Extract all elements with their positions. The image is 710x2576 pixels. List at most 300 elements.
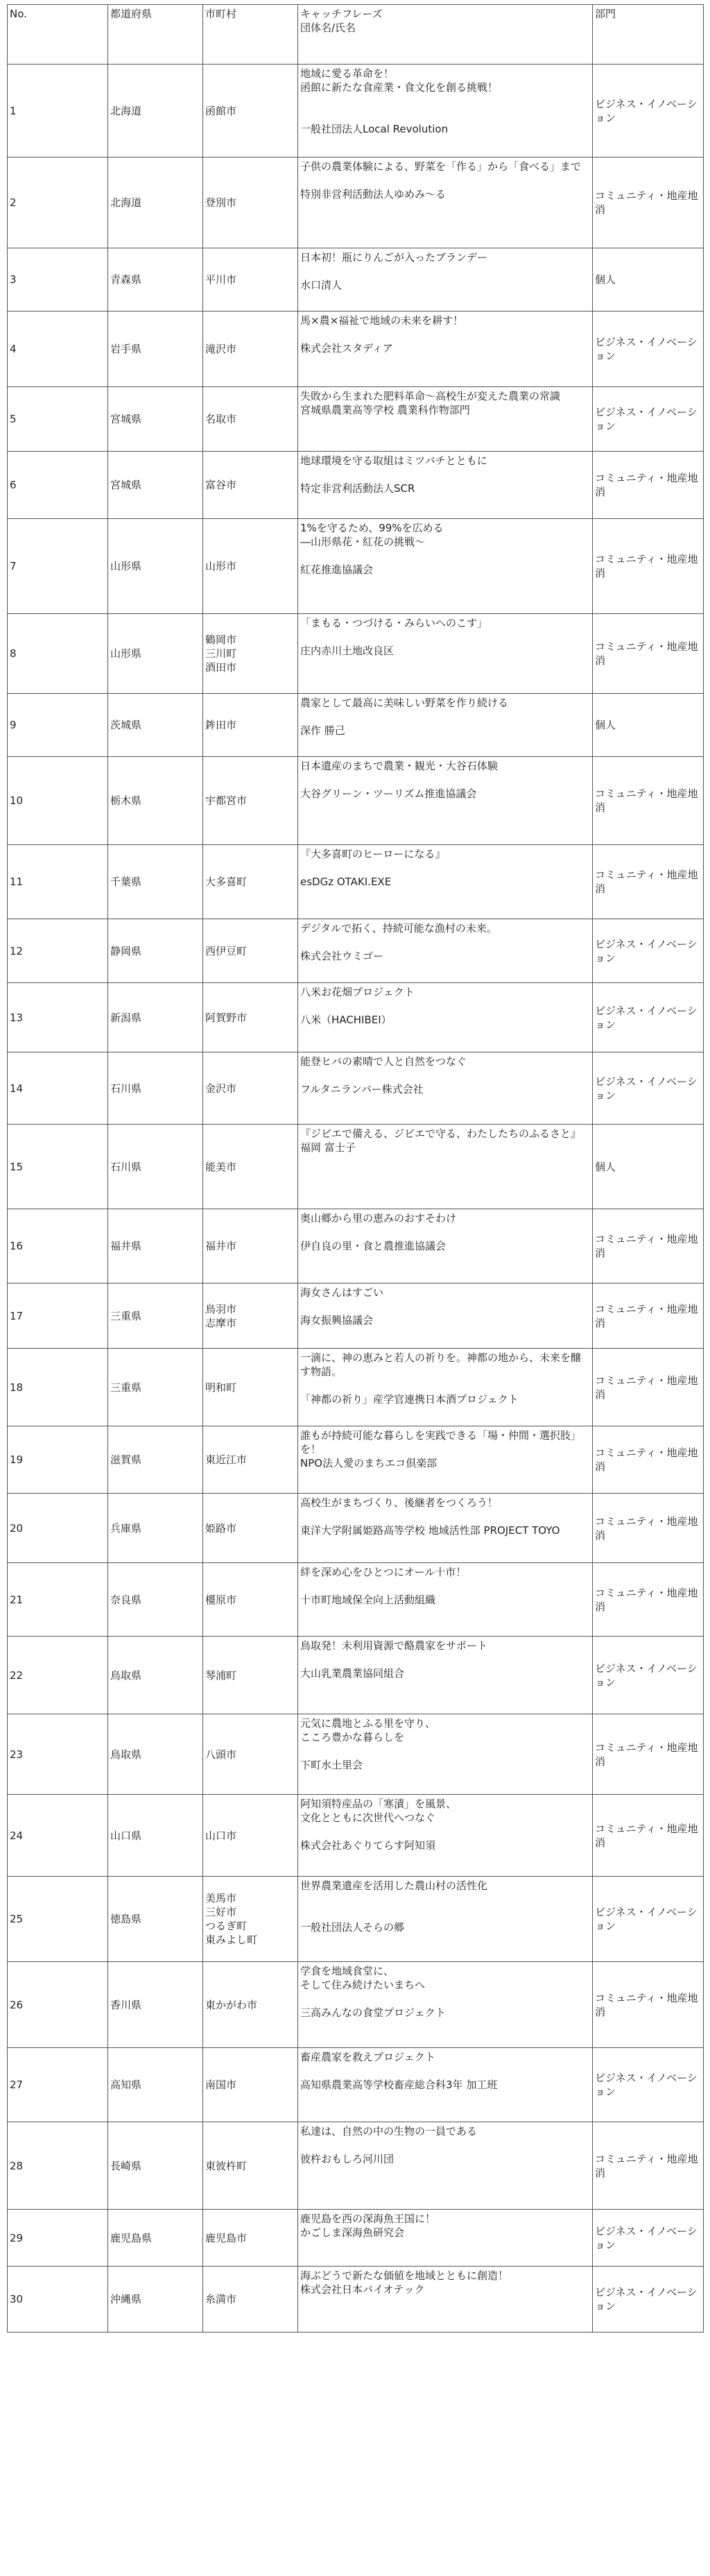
catchphrase-line: 文化とともに次世代へつなぐ [300, 1811, 436, 1824]
cell-catchphrase [298, 1349, 593, 1426]
spacer [300, 1893, 590, 1907]
table-row [8, 614, 704, 694]
spacer [300, 1299, 590, 1313]
cell-catchphrase [298, 2122, 593, 2210]
organization-name: 「神都の祈り」産学官連携日本酒プロジェクト [300, 1393, 519, 1406]
municipality-name: 酒田市 [205, 661, 237, 674]
municipality-name: 阿賀野市 [205, 1011, 248, 1024]
table-row [8, 1283, 704, 1349]
catchphrase-line: 畜産農家を救えプロジェクト [300, 2051, 435, 2063]
cell-category: ビジネス・イノベーション [593, 2048, 704, 2122]
municipality-name: 志摩市 [205, 1316, 237, 1329]
municipality-name: 美馬市 [205, 1892, 237, 1904]
spacer [300, 1225, 590, 1239]
organization-name: 株式会社あぐりてらす阿知須 [300, 1839, 436, 1852]
catchphrase-line: 『ジビエで備える、ジビエで守る、わたしたちのふるさと』 [300, 1127, 582, 1140]
organization-name: 一般社団法人Local Revolution [300, 123, 449, 135]
cell-catchphrase [298, 1052, 593, 1125]
municipality-name: 八頭市 [205, 1748, 237, 1761]
cell-category: ビジネス・イノベーション [593, 312, 704, 387]
cell-catchphrase [298, 694, 593, 757]
catchphrase-line: 一滴に、神の恵みと若人の祈りを。神都の地から、未来を醸す物語。 [300, 1351, 582, 1378]
cell-municipality [203, 1962, 298, 2048]
table-row [8, 1795, 704, 1877]
catchphrase-line: 誰もが持続可能な暮らしを実践できる「場・仲間・選択肢」を！ [300, 1429, 582, 1456]
cell-category: ビジネス・イノベーション [593, 65, 704, 157]
cell-prefecture: 三重県 [108, 1349, 203, 1426]
cell-municipality [203, 1209, 298, 1283]
cell-category: コミュニティ・地産地消 [593, 1563, 704, 1637]
cell-no: 13 [8, 983, 108, 1052]
cell-no: 9 [8, 694, 108, 757]
catchphrase-line: 1%を守るため、99%を広める [300, 522, 444, 534]
cell-no: 28 [8, 2122, 108, 2210]
catchphrase-line: 絆を深め心をひとつにオール十市！ [300, 1566, 467, 1578]
catchphrase-line: 農家として最高に美味しい野菜を作り続ける [300, 697, 509, 709]
municipality-name: つるぎ町 [205, 1920, 248, 1932]
table-row [8, 2048, 704, 2122]
catchphrase-line: 鹿児島を西の深海魚王国に！ [300, 2212, 436, 2225]
organization-name: 大谷グリーン・ツーリズム推進協議会 [300, 787, 477, 800]
spacer [300, 861, 590, 875]
catchphrase-line: 函館に新たな食産業・食文化を創る挑戦！ [300, 81, 499, 94]
municipality-name: 三川町 [205, 647, 237, 660]
catchphrase-line: 鳥取発！未利用資源で酪農家をサポート [300, 1639, 488, 1652]
cell-category: コミュニティ・地産地消 [593, 1962, 704, 2048]
cell-municipality [203, 2122, 298, 2210]
catchphrase-line: そして住み続けたいまちへ [300, 1979, 426, 1991]
organization-name: 紅花推進協議会 [300, 563, 374, 576]
organization-name: 特別非営利活動法人ゆめみ～る [300, 188, 447, 201]
catchphrase-line: 世界農業遺産を活用した農山村の活性化 [300, 1879, 488, 1892]
cell-municipality [203, 919, 298, 983]
cell-catchphrase [298, 919, 593, 983]
municipality-name: 金沢市 [205, 1082, 237, 1095]
catchphrase-line: 馬×農×福祉で地域の未来を耕す！ [300, 314, 464, 327]
cell-prefecture: 宮城県 [108, 387, 203, 452]
cell-category: コミュニティ・地産地消 [593, 1714, 704, 1795]
spacer [300, 999, 590, 1013]
municipality-name: 山形市 [205, 560, 237, 572]
municipality-name: 登別市 [205, 196, 237, 209]
cell-prefecture: 石川県 [108, 1125, 203, 1209]
cell-prefecture: 福井県 [108, 1209, 203, 1283]
spacer [300, 1744, 590, 1758]
cell-no: 4 [8, 312, 108, 387]
cell-prefecture: 滋賀県 [108, 1426, 203, 1494]
cell-no: 20 [8, 1494, 108, 1563]
cell-municipality [203, 1426, 298, 1494]
cell-prefecture: 青森県 [108, 248, 203, 312]
table-row [8, 1877, 704, 1962]
cell-no: 23 [8, 1714, 108, 1795]
cell-prefecture: 北海道 [108, 157, 203, 248]
cell-catchphrase [298, 1877, 593, 1962]
header-category: 部門 [593, 5, 704, 65]
cell-prefecture: 沖縄県 [108, 2267, 203, 2332]
cell-category: コミュニティ・地産地消 [593, 1426, 704, 1494]
cell-municipality [203, 519, 298, 614]
spacer [300, 1068, 590, 1082]
cell-catchphrase [298, 614, 593, 694]
cell-municipality [203, 2267, 298, 2332]
cell-no: 16 [8, 1209, 108, 1283]
municipality-name: 平川市 [205, 273, 237, 286]
catchphrase-line: ―山形県花・紅花の挑戦～ [300, 536, 426, 548]
cell-municipality [203, 757, 298, 845]
catchphrase-line: 元気に農地とふる里を守り、 [300, 1717, 436, 1730]
cell-municipality [203, 2048, 298, 2122]
cell-category: コミュニティ・地産地消 [593, 452, 704, 519]
cell-prefecture: 岩手県 [108, 312, 203, 387]
organization-name: 水口清人 [300, 279, 343, 291]
organization-name: NPO法人愛のまちエコ倶楽部 [300, 1457, 438, 1469]
cell-category: ビジネス・イノベーション [593, 2267, 704, 2332]
table-row [8, 65, 704, 157]
municipality-name: 能美市 [205, 1160, 237, 1173]
cell-no: 2 [8, 157, 108, 248]
municipality-name: 函館市 [205, 104, 237, 117]
cell-prefecture: 兵庫県 [108, 1494, 203, 1563]
cell-no: 25 [8, 1877, 108, 1962]
municipality-name: 糸満市 [205, 2293, 237, 2305]
spacer [300, 1992, 590, 2006]
cell-municipality [203, 1052, 298, 1125]
cell-category: コミュニティ・地産地消 [593, 519, 704, 614]
cell-category: コミュニティ・地産地消 [593, 2122, 704, 2210]
cell-municipality [203, 1563, 298, 1637]
municipality-name: 明和町 [205, 1381, 237, 1394]
spacer [300, 1825, 590, 1839]
spacer [300, 773, 590, 787]
table-row [8, 1563, 704, 1637]
cell-catchphrase [298, 519, 593, 614]
municipality-name: 鹿児島市 [205, 2231, 248, 2244]
cell-category: ビジネス・イノベーション [593, 1052, 704, 1125]
cell-catchphrase [298, 1494, 593, 1563]
spacer [300, 1379, 590, 1392]
cell-category: ビジネス・イノベーション [593, 387, 704, 452]
cell-municipality [203, 1125, 298, 1209]
catchphrase-line: 八米お花畑プロジェクト [300, 986, 415, 998]
cell-no: 14 [8, 1052, 108, 1125]
catchphrase-line: 海女さんはすごい [300, 1286, 384, 1299]
catchphrase-line: 海ぶどうで新たな価値を地域とともに創造！ [300, 2269, 509, 2282]
municipality-name: 南国市 [205, 2079, 237, 2091]
organization-name: 庄内赤川土地改良区 [300, 645, 395, 657]
spacer [300, 173, 590, 187]
cell-catchphrase [298, 1209, 593, 1283]
table-row [8, 452, 704, 519]
organization-name: 伊自良の里・食と農推進協議会 [300, 1240, 447, 1252]
cell-municipality [203, 845, 298, 919]
table-row [8, 1494, 704, 1563]
cell-no: 12 [8, 919, 108, 983]
municipality-name: 名取市 [205, 413, 237, 425]
spacer [300, 108, 590, 122]
cell-catchphrase [298, 2267, 593, 2332]
cell-municipality [203, 1494, 298, 1563]
cell-category: ビジネス・イノベーション [593, 2210, 704, 2267]
table-row [8, 1637, 704, 1714]
cell-catchphrase [298, 157, 593, 248]
header-catchphrase-label: キャッチフレーズ [300, 8, 383, 20]
header-prefecture: 都道府県 [108, 5, 203, 65]
catchphrase-line: 私達は、自然の中の生物の一員である [300, 2125, 478, 2138]
cell-no: 24 [8, 1795, 108, 1877]
catchphrase-line: 地球環境を守る取組はミツバチとともに [300, 454, 487, 467]
spacer [300, 710, 590, 724]
organization-name: 株式会社日本バイオテック [300, 2283, 425, 2296]
table-row [8, 2122, 704, 2210]
cell-catchphrase [298, 65, 593, 157]
catchphrase-line: 阿知須特産品の「寒漬」を風景、 [300, 1798, 457, 1810]
cell-no: 18 [8, 1349, 108, 1426]
cell-prefecture: 高知県 [108, 2048, 203, 2122]
entries-table [7, 4, 704, 2332]
cell-catchphrase [298, 248, 593, 312]
organization-name: 彼杵おもしろ河川団 [300, 2153, 395, 2165]
organization-name: 株式会社ウミゴー [300, 950, 384, 962]
spacer [300, 2138, 590, 2152]
cell-no: 30 [8, 2267, 108, 2332]
table-row [8, 1052, 704, 1125]
catchphrase-line: 「まもる・つづける・みらいへのこす」 [300, 617, 488, 629]
spacer [300, 630, 590, 644]
catchphrase-line: 地域に愛る革命を！ [300, 67, 395, 80]
cell-no: 7 [8, 519, 108, 614]
cell-municipality [203, 983, 298, 1052]
catchphrase-line: デジタルで拓く、持続可能な漁村の未来。 [300, 922, 497, 935]
organization-name: かごしま深海魚研究会 [300, 2226, 405, 2239]
cell-category: コミュニティ・地産地消 [593, 1283, 704, 1349]
table-row [8, 1209, 704, 1283]
cell-no: 22 [8, 1637, 108, 1714]
municipality-name: 三好市 [205, 1906, 237, 1918]
cell-no: 11 [8, 845, 108, 919]
catchphrase-line: 高校生がまちづくり、後継者をつくろう！ [300, 1496, 498, 1509]
municipality-name: 橿原市 [205, 1593, 237, 1606]
cell-prefecture: 北海道 [108, 65, 203, 157]
municipality-name: 鉾田市 [205, 719, 237, 731]
header-catchphrase [298, 5, 593, 65]
catchphrase-line: 『大多喜町のヒーローになる』 [300, 848, 446, 860]
cell-municipality [203, 248, 298, 312]
municipality-name: 東みよし町 [205, 1934, 258, 1946]
cell-prefecture: 新潟県 [108, 983, 203, 1052]
table-row [8, 694, 704, 757]
cell-municipality [203, 157, 298, 248]
municipality-name: 東近江市 [205, 1453, 248, 1466]
cell-no: 1 [8, 65, 108, 157]
cell-catchphrase [298, 387, 593, 452]
cell-prefecture: 宮城県 [108, 452, 203, 519]
spacer [300, 468, 590, 481]
municipality-name: 福井市 [205, 1240, 237, 1252]
table-row [8, 845, 704, 919]
cell-municipality [203, 1795, 298, 1877]
municipality-name: 大多喜町 [205, 876, 248, 888]
organization-name: 大山乳業農業協同組合 [300, 1667, 405, 1680]
cell-no: 17 [8, 1283, 108, 1349]
table-row [8, 387, 704, 452]
municipality-name: 姫路市 [205, 1521, 237, 1535]
cell-catchphrase [298, 2048, 593, 2122]
municipality-name: 東かがわ市 [205, 1998, 258, 2011]
organization-name: 宮城県農業高等学校 農業科作物部門 [300, 404, 470, 416]
cell-catchphrase [298, 1563, 593, 1637]
spacer [300, 94, 590, 108]
organization-name: 三高みんなの食堂プロジェクト [300, 2006, 446, 2019]
cell-category: 個人 [593, 694, 704, 757]
catchphrase-line: 日本遺産のまちで農業・観光・大谷石体験 [300, 760, 498, 772]
table-row [8, 157, 704, 248]
municipality-name: 東彼杵町 [205, 2159, 248, 2172]
cell-prefecture: 鹿児島県 [108, 2210, 203, 2267]
cell-category: コミュニティ・地産地消 [593, 157, 704, 248]
cell-prefecture: 石川県 [108, 1052, 203, 1125]
organization-name: 東洋大学附属姫路高等学校 地域活性部 PROJECT TOYO [300, 1524, 560, 1537]
spacer [300, 1579, 590, 1593]
header-row [8, 5, 704, 65]
cell-no: 27 [8, 2048, 108, 2122]
catchphrase-line: こころ豊かな暮らしを [300, 1731, 405, 1743]
municipality-name: 鶴岡市 [205, 633, 237, 646]
cell-municipality [203, 387, 298, 452]
organization-name: 十市町地域保全向上活動組織 [300, 1594, 436, 1606]
cell-catchphrase [298, 1283, 593, 1349]
cell-catchphrase [298, 1795, 593, 1877]
cell-catchphrase [298, 1962, 593, 2048]
organization-name: 下町水土里会 [300, 1759, 363, 1771]
header-organization-label: 団体名/氏名 [300, 22, 356, 34]
spacer [300, 327, 590, 341]
cell-no: 3 [8, 248, 108, 312]
catchphrase-line: 失敗から生まれた肥料革命～高校生が変えた農業の常識 [300, 390, 561, 402]
organization-name: esDGz OTAKI.EXE [300, 876, 392, 888]
cell-municipality [203, 1877, 298, 1962]
cell-prefecture: 奈良県 [108, 1563, 203, 1637]
cell-municipality [203, 1283, 298, 1349]
cell-municipality [203, 65, 298, 157]
cell-catchphrase [298, 2210, 593, 2267]
spacer [300, 935, 590, 949]
cell-category: コミュニティ・地産地消 [593, 1209, 704, 1283]
cell-municipality [203, 694, 298, 757]
table-row [8, 919, 704, 983]
cell-prefecture: 栃木県 [108, 757, 203, 845]
municipality-name: 宇都宮市 [205, 794, 248, 807]
organization-name: 特定非営利活動法人SCR [300, 482, 415, 495]
cell-no: 26 [8, 1962, 108, 2048]
table-row [8, 983, 704, 1052]
table-row [8, 757, 704, 845]
organization-name: フルタニランバー株式会社 [300, 1083, 424, 1095]
header-municipality: 市町村 [203, 5, 298, 65]
spacer [300, 549, 590, 563]
municipality-name: 琴浦町 [205, 1669, 237, 1682]
cell-category: コミュニティ・地産地消 [593, 614, 704, 694]
cell-municipality [203, 452, 298, 519]
table-row [8, 1125, 704, 1209]
cell-prefecture: 静岡県 [108, 919, 203, 983]
spacer [300, 1907, 590, 1920]
cell-prefecture: 香川県 [108, 1962, 203, 2048]
spacer [300, 1653, 590, 1666]
cell-category: 個人 [593, 1125, 704, 1209]
cell-catchphrase [298, 983, 593, 1052]
cell-prefecture: 茨城県 [108, 694, 203, 757]
cell-category: ビジネス・イノベーション [593, 983, 704, 1052]
catchphrase-line: 奥山郷から里の恵みのおすそわけ [300, 1212, 457, 1225]
catchphrase-line: 学食を地域食堂に、 [300, 1965, 395, 1977]
cell-catchphrase [298, 1637, 593, 1714]
cell-category: 個人 [593, 248, 704, 312]
spacer [300, 2064, 590, 2078]
cell-catchphrase [298, 845, 593, 919]
table-row [8, 2210, 704, 2267]
table-row [8, 1426, 704, 1494]
organization-name: 八米（HACHIBEI） [300, 1014, 392, 1026]
cell-category: コミュニティ・地産地消 [593, 1494, 704, 1563]
cell-no: 6 [8, 452, 108, 519]
cell-municipality [203, 1714, 298, 1795]
table-row [8, 1714, 704, 1795]
cell-catchphrase [298, 1125, 593, 1209]
cell-category: ビジネス・イノベーション [593, 919, 704, 983]
organization-name: 一般社団法人そらの郷 [300, 1921, 405, 1934]
cell-municipality [203, 1637, 298, 1714]
cell-catchphrase [298, 1714, 593, 1795]
table-body [8, 5, 704, 2332]
cell-no: 5 [8, 387, 108, 452]
cell-municipality [203, 312, 298, 387]
cell-category: コミュニティ・地産地消 [593, 845, 704, 919]
table-row [8, 312, 704, 387]
table-row [8, 1349, 704, 1426]
cell-category: ビジネス・イノベーション [593, 1877, 704, 1962]
cell-municipality [203, 1349, 298, 1426]
cell-prefecture: 三重県 [108, 1283, 203, 1349]
cell-no: 29 [8, 2210, 108, 2267]
spacer [300, 264, 590, 278]
cell-catchphrase [298, 452, 593, 519]
catchphrase-line: 能登ヒバの素晴で人と自然をつなぐ [300, 1055, 467, 1068]
organization-name: 福岡 富士子 [300, 1141, 356, 1154]
cell-prefecture: 山形県 [108, 519, 203, 614]
cell-no: 19 [8, 1426, 108, 1494]
cell-catchphrase [298, 312, 593, 387]
municipality-name: 鳥羽市 [205, 1302, 237, 1315]
header-no: No. [8, 5, 108, 65]
cell-category: コミュニティ・地産地消 [593, 1349, 704, 1426]
organization-name: 高知県農業高等学校畜産総合科3年 加工班 [300, 2079, 498, 2091]
cell-prefecture: 山形県 [108, 614, 203, 694]
cell-catchphrase [298, 757, 593, 845]
organization-name: 株式会社スタディア [300, 342, 393, 355]
table-row [8, 248, 704, 312]
table-row [8, 2267, 704, 2332]
cell-no: 10 [8, 757, 108, 845]
cell-municipality [203, 614, 298, 694]
cell-category: コミュニティ・地産地消 [593, 1795, 704, 1877]
cell-prefecture: 千葉県 [108, 845, 203, 919]
catchphrase-line: 子供の農業体験による、野菜を「作る」から「食べる」まで [300, 160, 582, 173]
spacer [300, 1510, 590, 1524]
municipality-name: 富谷市 [205, 479, 237, 491]
municipality-name: 山口市 [205, 1829, 237, 1842]
catchphrase-line: 日本初！瓶にりんごが入ったブランデー [300, 251, 488, 264]
